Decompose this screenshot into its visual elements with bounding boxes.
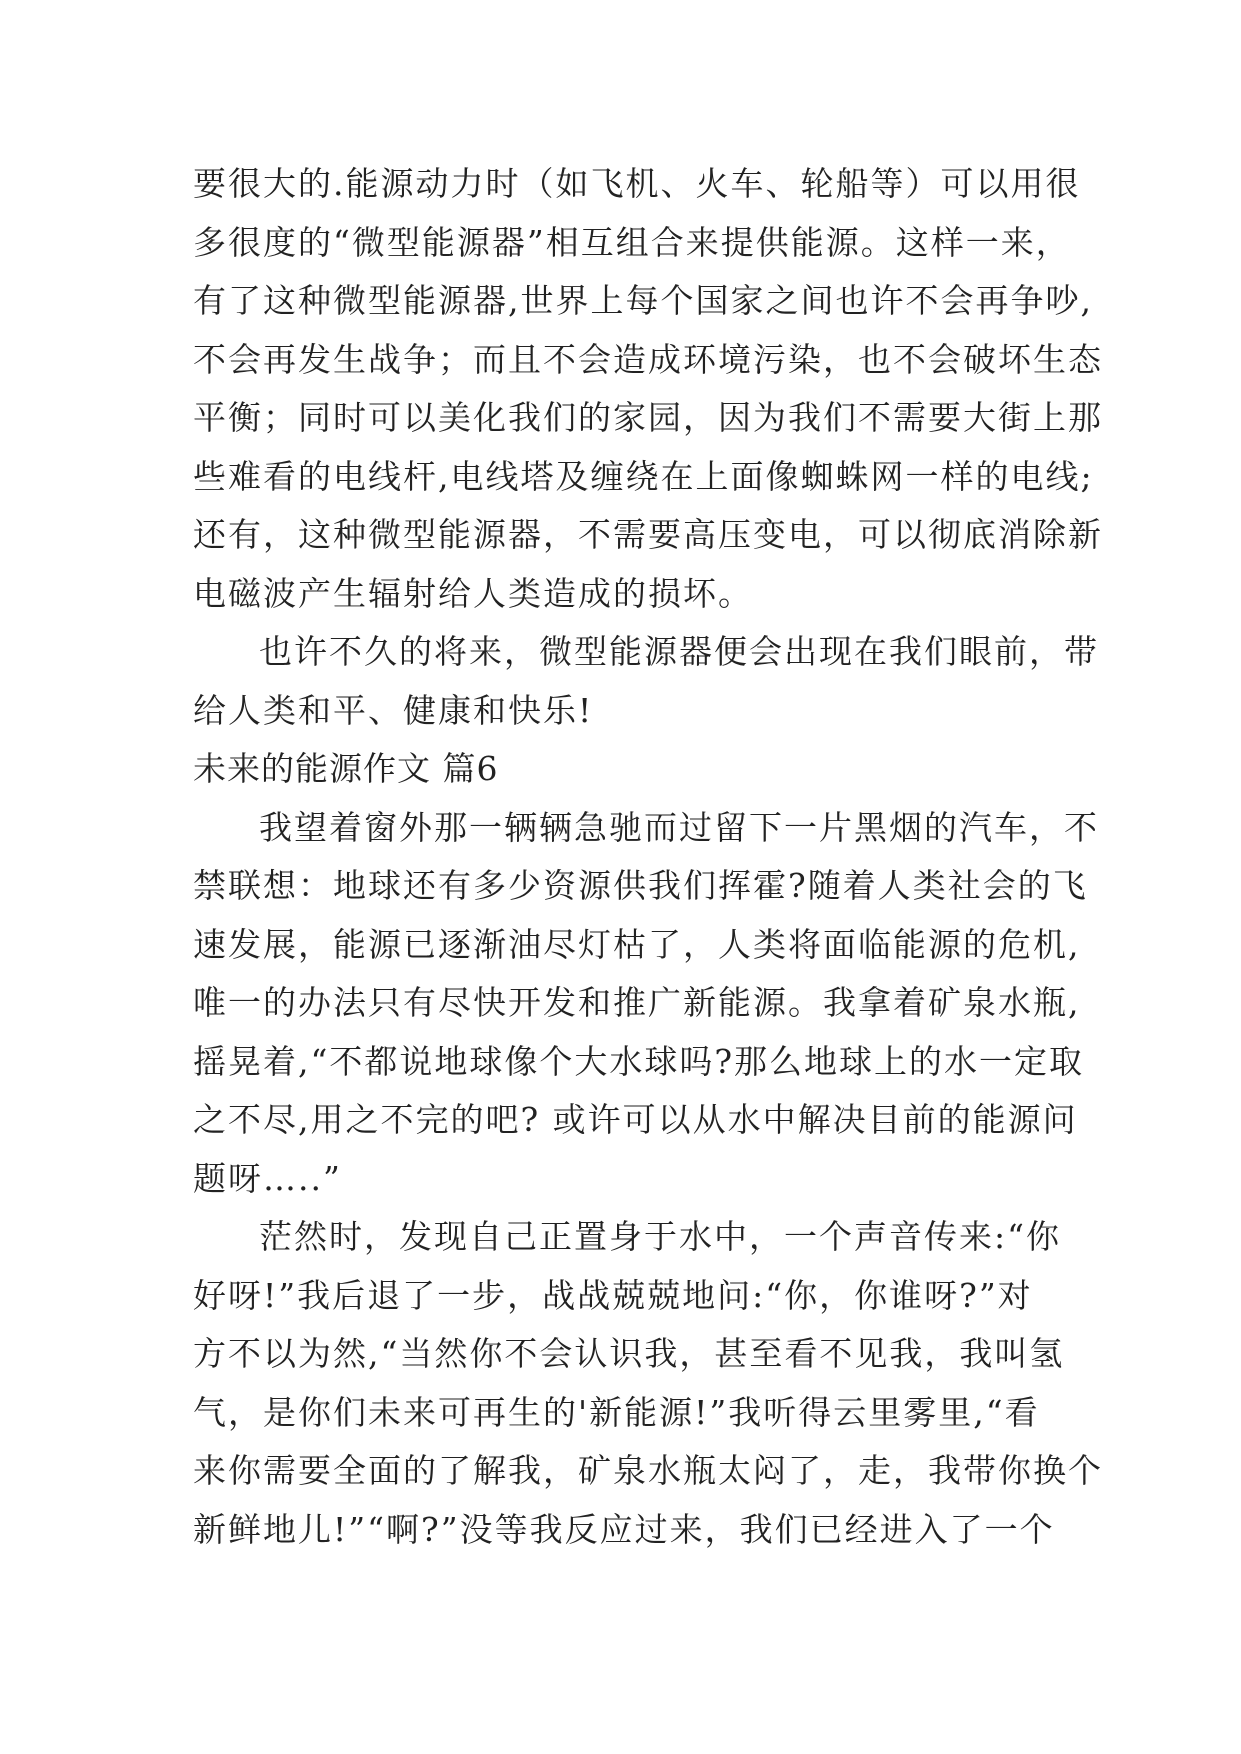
text-line: 好呀!”我后退了一步，战战兢兢地问:“你，你谁呀?”对: [193, 1275, 1033, 1315]
document-body: [193, 155, 1103, 1559]
text-line: 些难看的电线杆,电线塔及缠绕在上面像蜘蛛网一样的电线;: [193, 456, 1094, 496]
text-line: 禁联想：地球还有多少资源供我们挥霍?随着人类社会的飞: [193, 866, 1088, 905]
text-line: 平衡；同时可以美化我们的家园，因为我们不需要大街上那: [193, 398, 1103, 437]
text-line: 多很度的“微型能源器”相互组合来提供能源。这样一来，: [193, 222, 1071, 262]
text-line: 还有，这种微型能源器，不需要高压变电，可以彻底消除新: [193, 515, 1103, 554]
section-heading: 未来的能源作文 篇6: [193, 749, 499, 788]
text-line: 要很大的.能源动力时（如飞机、火车、轮船等）可以用很: [193, 164, 1081, 203]
text-line: 方不以为然,“当然你不会认识我，甚至看不见我，我叫氢: [193, 1334, 1065, 1373]
text-line: 唯一的办法只有尽快开发和推广新能源。我拿着矿泉水瓶,: [193, 983, 1081, 1022]
text-line: 我望着窗外那一辆辆急驰而过留下一片黑烟的汽车，不: [259, 807, 1099, 847]
text-line: 也许不久的将来，微型能源器便会出现在我们眼前，带: [259, 632, 1099, 671]
text-line: 速发展，能源已逐渐油尽灯枯了，人类将面临能源的危机,: [193, 924, 1081, 964]
text-line: 来你需要全面的了解我，矿泉水瓶太闷了，走，我带你换个: [193, 1451, 1103, 1490]
text-line: 给人类和平、健康和快乐!: [193, 690, 594, 730]
text-line: 不会再发生战争；而且不会造成环境污染，也不会破坏生态: [193, 339, 1103, 379]
text-line: 气，是你们未来可再生的'新能源!”我听得云里雾里,“看: [193, 1392, 1040, 1432]
text-line: 之不尽,用之不完的吧? 或许可以从水中解决目前的能源问: [193, 1100, 1078, 1139]
text-line: 题呀…..”: [193, 1158, 342, 1198]
text-line: 新鲜地儿!”“啊?”没等我反应过来，我们已经进入了一个: [193, 1509, 1055, 1549]
text-line: 摇晃着,“不都说地球像个大水球吗?那么地球上的水一定取: [193, 1041, 1085, 1081]
text-line: 有了这种微型能源器,世界上每个国家之间也许不会再争吵,: [193, 281, 1093, 320]
text-line: 茫然时，发现自己正置身于水中，一个声音传来:“你: [259, 1217, 1061, 1256]
text-line: 电磁波产生辐射给人类造成的损坏。: [193, 573, 753, 613]
